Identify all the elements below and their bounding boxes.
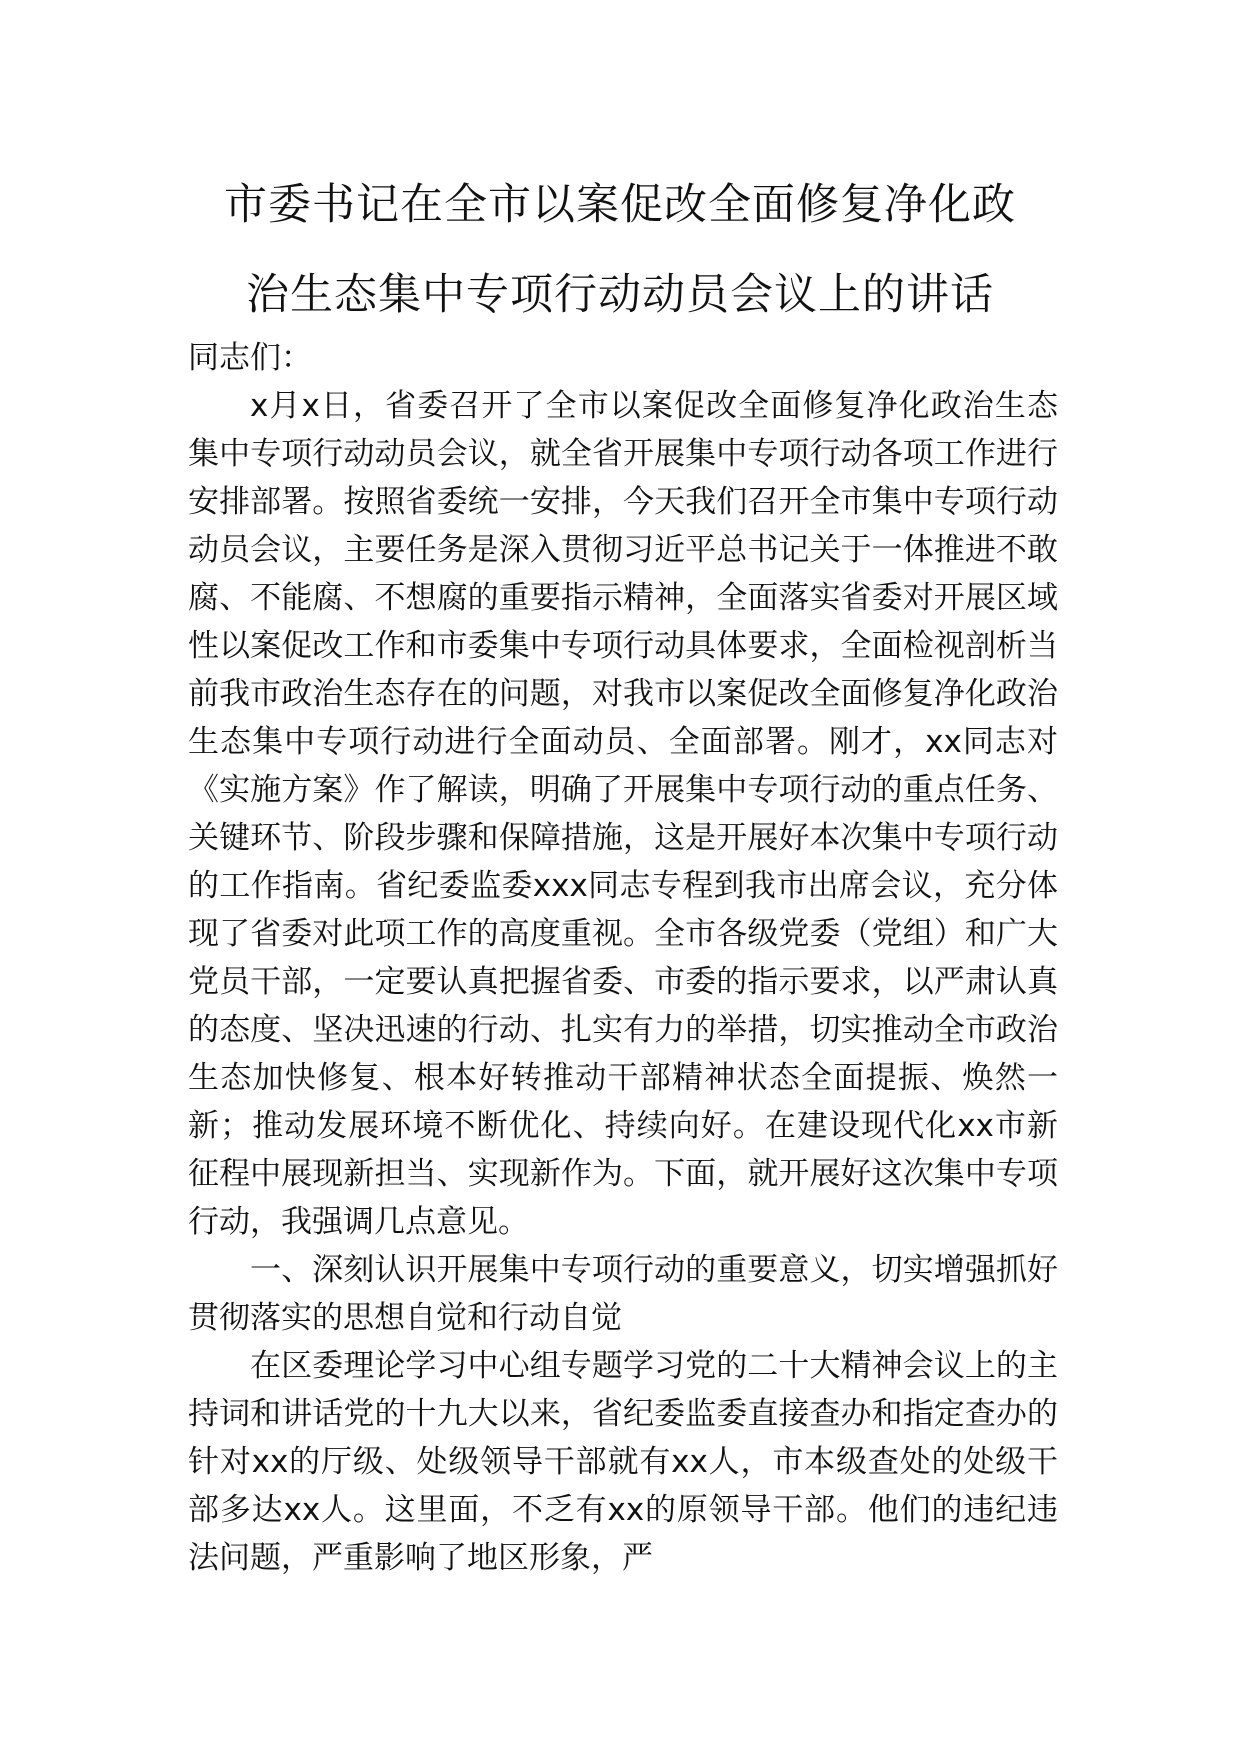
title-line-2: 治生态集中专项行动动员会议上的讲话: [246, 270, 994, 320]
section-heading-1: 一、深刻认识开展集中专项行动的重要意义，切实增强抓好贯彻落实的思想自觉和行动自觉: [188, 1252, 1058, 1336]
document-body: [188, 334, 1058, 1582]
document-title: [150, 160, 1090, 340]
paragraph-1: x月x日，省委召开了全市以案促改全面修复净化政治生态集中专项行动动员会议，就全省开展集中专项行动各项工作进行安排部署。按照省委统一安排，今天我们召开全市集中专项行动动员会议，主要任务是深入贯彻习近平总书记关于一体推进不敢腐、不能腐、不想腐的重要指示精神，全面落实省委对开展区域性以案促改工作和市委集中专项行动具体要求，全面检视剖析当前我市政治生态存在的问题，对我市以案促改全面修复净化政治生态集中专项行动进行全面动员、全面部署。刚才，xx同志对《实施方案》作了解读，明确了开展集中专项行动的重点任务、关键环节、阶段步骤和保障措施，这是开展好本次集中专项行动的工作指南。省纪委监委xxx同志专程到我市出席会议，充分体现了省委对此项工作的高度重视。全市各级党委（党组）和广大党员干部，一定要认真把握省委、市委的指示要求，以严肃认真的态度、坚决迅速的行动、扎实有力的举措，切实推动全市政治生态加快修复、根本好转推动干部精神状态全面提振、焕然一新；推动发展环境不断优化、持续向好。在建设现代化xx市新征程中展现新担当、实现新作为。下面，就开展好这次集中专项行动，我强调几点意见。: [188, 388, 1058, 1240]
salutation: 同志们：: [188, 340, 312, 376]
title-line-1: 市委书记在全市以案促改全面修复净化政: [224, 180, 1016, 230]
paragraph-2: 在区委理论学习中心组专题学习党的二十大精神会议上的主持词和讲话党的十九大以来，省纪委监委直接查办和指定查办的针对xx的厅级、处级领导干部就有xx人，市本级查处的处级干部多达xx人。这里面，不乏有xx的原领导干部。他们的违纪违法问题，严重影响了地区形象，严: [188, 1348, 1058, 1576]
